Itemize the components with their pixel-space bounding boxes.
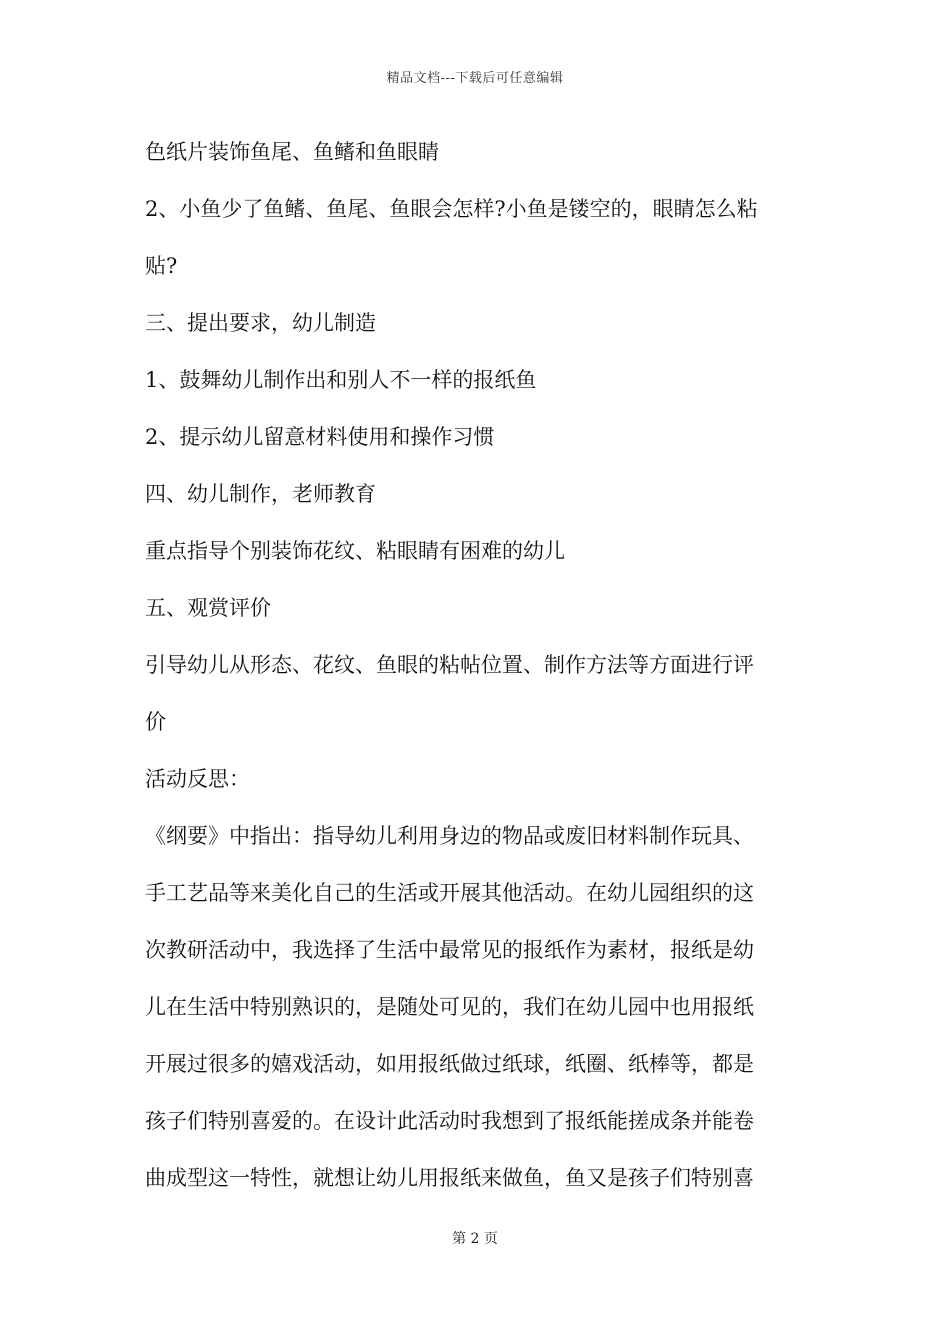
page-header: 精品文档---下载后可任意编辑 [386,71,564,86]
text-line: 手工艺品等来美化自己的生活或开展其他活动。在幼儿园组织的这 [145,881,754,905]
text-line: 色纸片装饰鱼尾、鱼鳍和鱼眼睛 [145,140,439,164]
text-line: 三、提出要求，幼儿制造 [145,311,376,335]
text-line: 曲成型这一特性，就想让幼儿用报纸来做鱼，鱼又是孩子们特别喜 [145,1166,754,1190]
text-line: 贴? [145,254,178,278]
text-line: 五、观赏评价 [145,596,271,620]
text-line: 2、小鱼少了鱼鳍、鱼尾、鱼眼会怎样?小鱼是镂空的，眼睛怎么粘 [145,197,758,221]
text-line: 重点指导个别装饰花纹、粘眼睛有困难的幼儿 [145,539,565,563]
page-number: 第 2 页 [452,1231,498,1247]
text-line: 孩子们特别喜爱的。在设计此活动时我想到了报纸能搓成条并能卷 [145,1109,754,1133]
text-line: 次教研活动中，我选择了生活中最常见的报纸作为素材，报纸是幼 [145,938,754,962]
text-line: 儿在生活中特别熟识的，是随处可见的，我们在幼儿园中也用报纸 [145,995,754,1019]
text-line: 开展过很多的嬉戏活动，如用报纸做过纸球，纸圈、纸棒等，都是 [145,1052,754,1076]
text-line: 价 [145,710,166,734]
text-line: 2、提示幼儿留意材料使用和操作习惯 [145,425,495,449]
text-line: 四、幼儿制作，老师教育 [145,482,376,506]
text-line: 1、鼓舞幼儿制作出和别人不一样的报纸鱼 [145,368,537,392]
text-line: 《纲要》中指出：指导幼儿利用身边的物品或废旧材料制作玩具、 [145,824,754,848]
text-line: 活动反思： [145,767,250,791]
text-line: 引导幼儿从形态、花纹、鱼眼的粘帖位置、制作方法等方面进行评 [145,653,754,677]
